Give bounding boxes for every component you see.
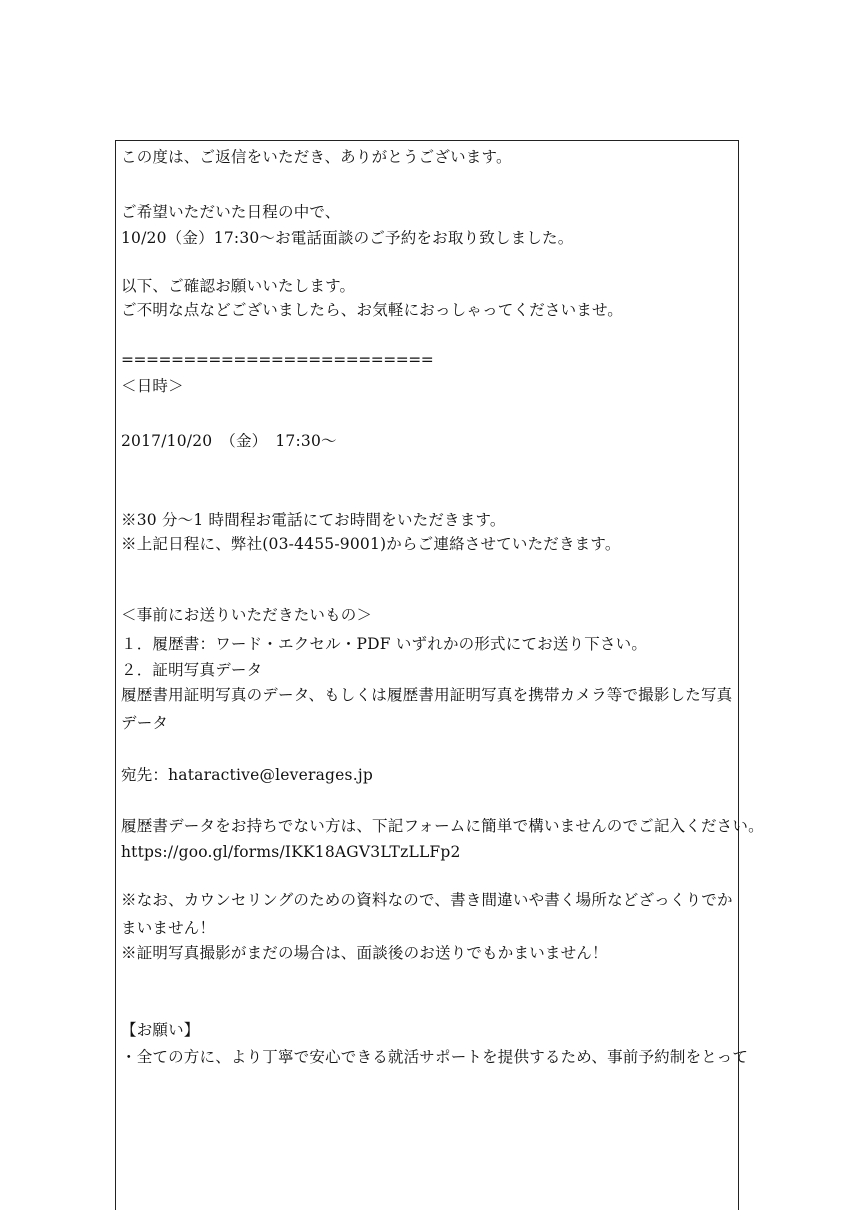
rough-note: ※なお、カウンセリングのための資料なので、書き間違いや書く場所などざっくりでかまいません！ [121,891,733,937]
schedule-intro-text: ご希望いただいた日程の中で、 [121,203,341,221]
prior-items-heading: ＜事前にお送りいただきたいもの＞ [121,606,373,624]
photo-note: ※証明写真撮影がまだの場合は、面談後のお送りでもかまいません！ [121,944,608,962]
datetime-heading: ＜日時＞ [121,377,184,395]
prior-item-2: ２．証明写真データ [121,661,263,679]
separator-line: ========================= [121,351,434,369]
reservation-text: 10/20（金）17:30～お電話面談のご予約をお取り致しました。 [121,229,574,247]
prior-item-1: １．履歴書：ワード・エクセル・PDF いずれかの形式にてお送り下さい。 [121,635,648,653]
form-notice-text: 履歴書データをお持ちでない方は、下記フォームに簡単で構いませんのでご記入ください。 [121,817,764,835]
contact-note: ※上記日程に、弊社(03-4455-9001)からご連絡させていただきます。 [121,535,621,553]
recipient-text: 宛先：hataractive@leverages.jp [121,766,373,784]
duration-note: ※30 分～1 時間程お電話にてお時間をいただきます。 [121,511,506,529]
questions-text: ご不明な点などございましたら、お気軽におっしゃってくださいませ。 [121,301,623,319]
form-url-link[interactable]: https://goo.gl/forms/IKK18AGV3LTzLLFp2 [121,843,461,861]
prior-item-2-detail: 履歴書用証明写真のデータ、もしくは履歴書用証明写真を携帯カメラ等で撮影した写真データ [121,686,733,732]
greeting-text: この度は、ご返信をいただき、ありがとうございます。 [121,148,512,166]
request-item-1: ・全ての方に、より丁寧で安心できる就活サポートを提供するため、事前予約制をとって [121,1048,749,1066]
confirm-text: 以下、ご確認お願いいたします。 [121,277,356,295]
datetime-value: 2017/10/20 （金） 17:30～ [121,432,337,450]
request-heading: 【お願い】 [121,1021,200,1039]
